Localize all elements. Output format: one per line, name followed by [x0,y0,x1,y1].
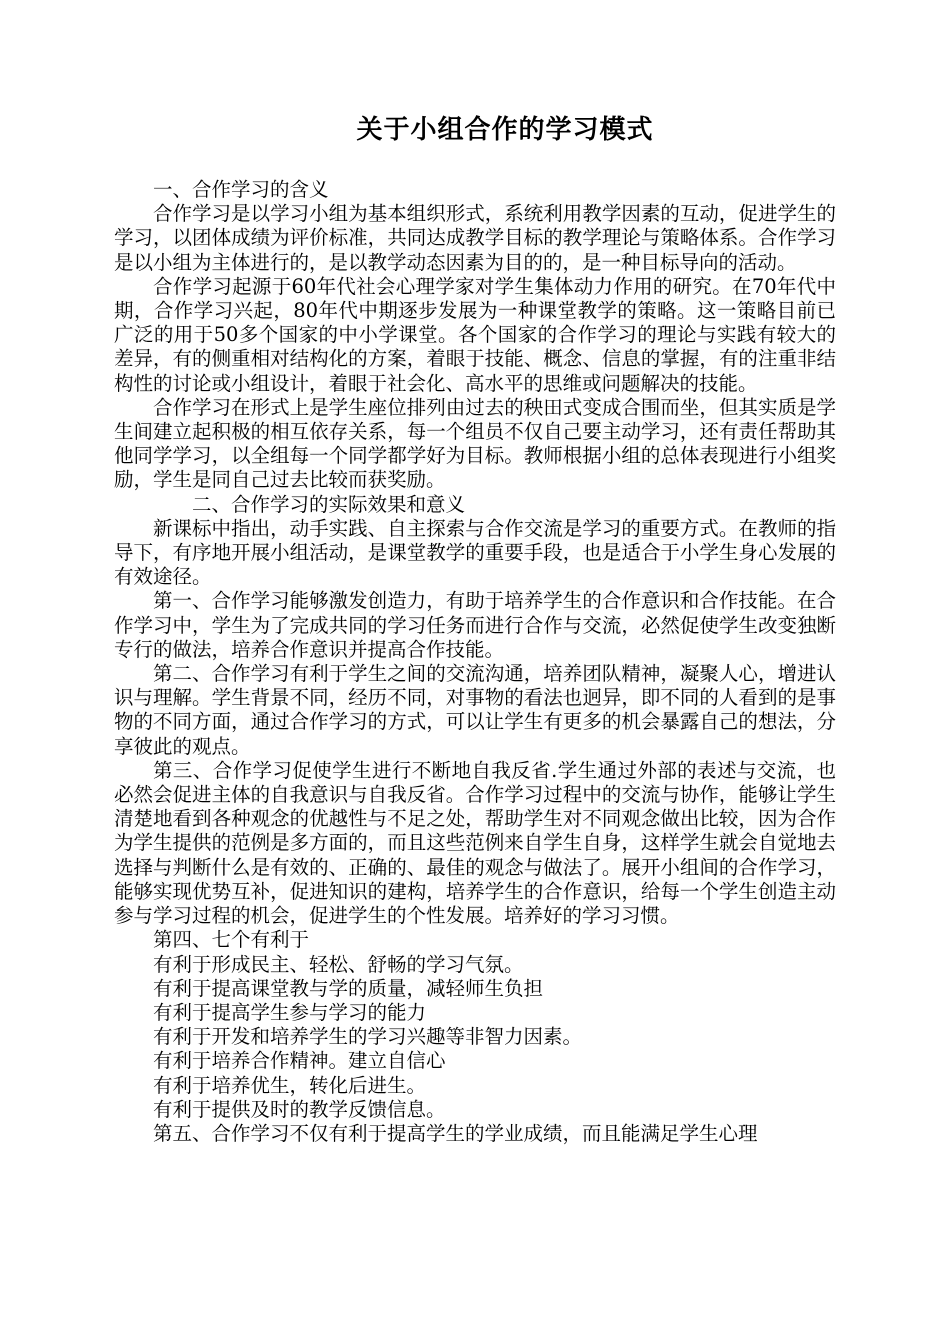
list-item: 有利于培养优生，转化后进生。 [153,1073,427,1097]
paragraph: 合作学习是以学习小组为基本组织形式，系统利用教学因素的互动，促进学生的学习，以团体成绩为评价标准，共同达成教学目标的教学理论与策略体系。合作学习是以小组为主体进行的，是以教学动态因素为目的的，是一种目标导向的活动。 [114,202,836,274]
list-item: 有利于提高学生参与学习的能力 [153,1000,427,1024]
section-heading-2: 二、合作学习的实际效果和意义 [192,492,466,516]
paragraph: 第四、七个有利于 [153,928,310,952]
document-title: 关于小组合作的学习模式 [356,115,654,145]
paragraph: 新课标中指出，动手实践、自主探索与合作交流是学习的重要方式。在教师的指导下，有序地开展小组活动，是课堂教学的重要手段，也是适合于小学生身心发展的有效途径。 [114,516,836,589]
list-item: 有利于培养合作精神。建立自信心 [153,1049,446,1073]
paragraph: 第一、合作学习能够激发创造力，有助于培养学生的合作意识和合作技能。在合作学习中，学生为了完成共同的学习任务而进行合作与交流，必然促使学生改变独断专行的做法，培养合作意识并提高合作技能。 [114,589,836,661]
paragraph: 第五、合作学习不仅有利于提高学生的学业成绩，而且能满足学生心理 [153,1121,758,1145]
list-item: 有利于形成民主、轻松、舒畅的学习气氛。 [153,952,524,976]
paragraph: 合作学习在形式上是学生座位排列由过去的秧田式变成合围而坐，但其实质是学生间建立起积极的相互依存关系，每一个组员不仅自己要主动学习，还有责任帮助其他同学学习，以全组每一个同学都学好为目标。教师根据小组的总体表现进行小组奖励，学生是同自己过去比较而获奖励。 [114,395,836,492]
section-heading-1: 一、合作学习的含义 [153,178,329,201]
paragraph: 第二、合作学习有利于学生之间的交流沟通，培养团队精神，凝聚人心，增进认识与理解。学生背景不同，经历不同，对事物的看法也迥异，即不同的人看到的是事物的不同方面，通过合作学习的方式，可以让学生有更多的机会暴露自己的想法，分享彼此的观点。 [114,662,836,758]
document-body [114,178,836,1146]
list-item: 有利于开发和培养学生的学习兴趣等非智力因素。 [153,1025,583,1049]
paragraph: 合作学习起源于60年代社会心理学家对学生集体动力作用的研究。在70年代中期，合作学习兴起，80年代中期逐步发展为一种课堂教学的策略。这一策略目前已广泛的用于50多个国家的中小学课堂。各个国家的合作学习的理论与实践有较大的差异，有的侧重相对结构化的方案，着眼于技能、概念、信息的掌握，有的注重非结构性的讨论或小组设计，着眼于社会化、高水平的思维或问题解决的技能。 [114,274,836,395]
paragraph: 第三、合作学习促使学生进行不断地自我反省.学生通过外部的表述与交流，也必然会促进主体的自我意识与自我反省。合作学习过程中的交流与协作，能够让学生清楚地看到各种观念的优越性与不足之处，帮助学生对不同观念做出比较，因为合作为学生提供的范例是多方面的，而且这些范例来自学生自身，这样学生就会自觉地去选择与判断什么是有效的、正确的、最佳的观念与做法了。展开小组间的合作学习，能够实现优势互补，促进知识的建构，培养学生的合作意识，给每一个学生创造主动参与学习过程的机会，促进学生的个性发展。培养好的学习习惯。 [114,758,836,928]
list-item: 有利于提高课堂教与学的质量，减轻师生负担 [153,976,544,1000]
list-item: 有利于提供及时的教学反馈信息。 [153,1097,446,1121]
